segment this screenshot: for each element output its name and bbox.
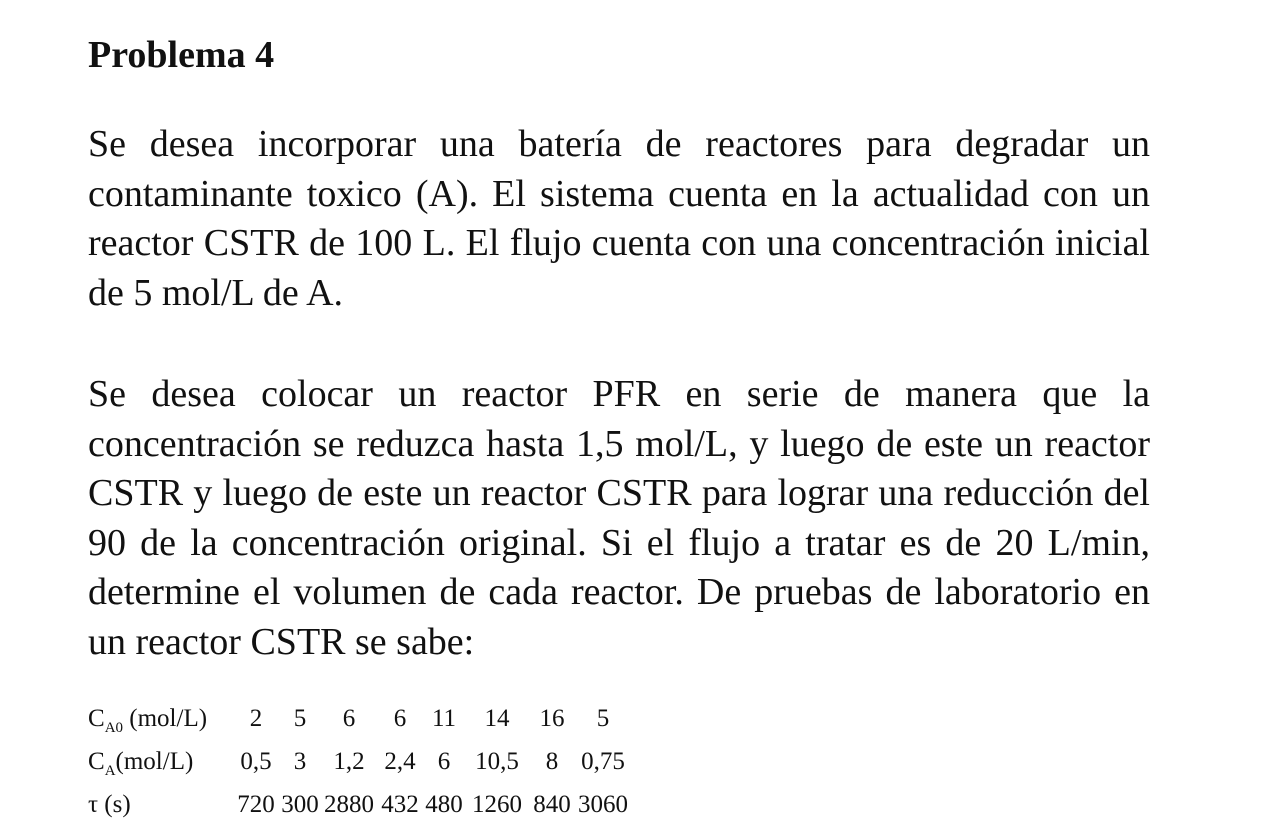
- table-cell: 0,75: [581, 747, 625, 775]
- table-cell: 16: [539, 704, 565, 732]
- table-cell: 480: [425, 790, 463, 818]
- problem-paragraph-1: Se desea incorporar una batería de reactores para degradar un contaminante toxico (A). El sistema cuenta en la actualidad con un reactor CSTR de 100 L. El flujo cuenta con una concentración inicial de 5 mol/L de A.: [88, 123, 1150, 314]
- table-cell: 300: [281, 790, 319, 818]
- table-cell: 3: [293, 747, 307, 775]
- table-cell: 2: [249, 704, 263, 732]
- problem-paragraph-2: Se desea colocar un reactor PFR en serie de manera que la concentración se reduzca hasta 1,5 mol/L, y luego de este un reactor CSTR y luego de este un reactor CSTR para lograr una reducción del 90 de la concentración original. Si el flujo a tratar es de 20 L/min, determine el volumen de cada reactor. De pruebas de laboratorio en un reactor CSTR se sabe:: [88, 373, 1150, 663]
- table-cell: 6: [393, 704, 407, 732]
- table-row-ca: [88, 740, 630, 783]
- table-cell: 5: [293, 704, 307, 732]
- problem-title: Problema 4: [88, 34, 275, 76]
- row-label-ca0: $C_{A0}$ (mol/L): [88, 704, 208, 736]
- table-cell: 3060: [578, 790, 628, 818]
- table-cell: 2,4: [384, 747, 416, 775]
- table-cell: 14: [484, 704, 510, 732]
- table-cell: 10,5: [475, 747, 519, 775]
- row-label-ca: $C_A(mol/L)$: [88, 747, 194, 779]
- table-cell: 0,5: [240, 747, 272, 775]
- table-row-tau: [88, 783, 630, 826]
- table-cell: 720: [237, 790, 275, 818]
- table-row-ca0: [88, 697, 630, 740]
- table-cell: 6: [437, 747, 451, 775]
- table-cell: 1260: [472, 790, 522, 818]
- table-cell: 6: [342, 704, 356, 732]
- table-cell: 840: [533, 790, 571, 818]
- table-cell: 8: [545, 747, 559, 775]
- lab-data-table: [88, 697, 630, 826]
- row-label-tau: τ (s): [88, 790, 131, 818]
- table-cell: 1,2: [333, 747, 365, 775]
- table-cell: 2880: [324, 790, 374, 818]
- problem-document: [88, 30, 1150, 667]
- table-cell: 11: [431, 704, 457, 732]
- table-cell: 5: [596, 704, 610, 732]
- table-cell: 432: [381, 790, 419, 818]
